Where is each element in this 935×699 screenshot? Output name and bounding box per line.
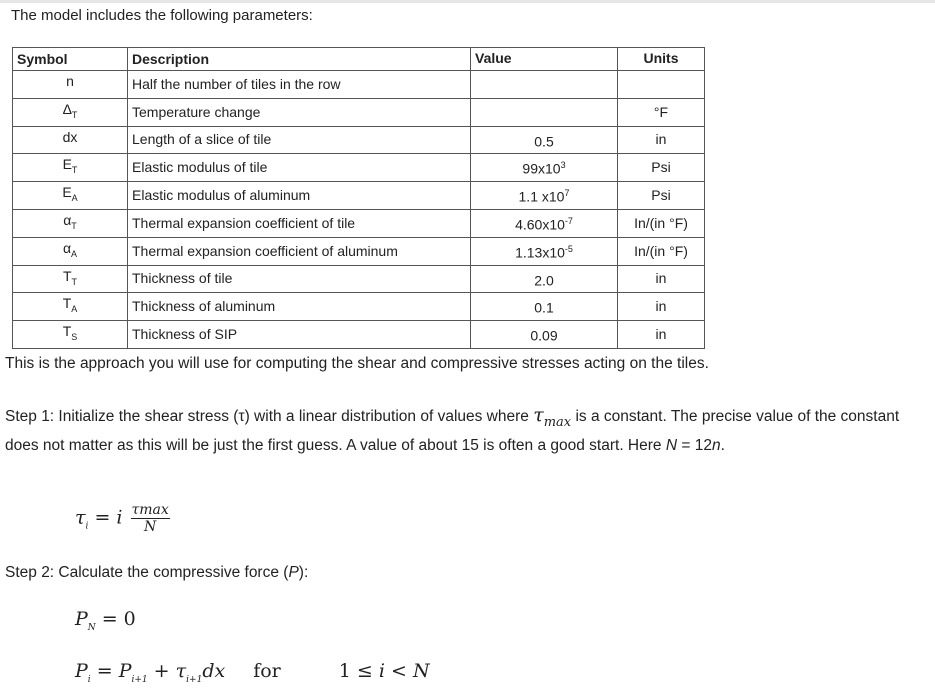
header-symbol: Symbol — [13, 48, 128, 71]
units-cell: in — [618, 293, 705, 321]
parameters-table — [12, 47, 705, 349]
description-cell: Temperature change — [128, 98, 471, 126]
units-cell: in — [618, 265, 705, 293]
value-cell: 0.1 — [471, 293, 618, 321]
units-cell: in — [618, 321, 705, 349]
fraction: $\frac{\tau\max}{N}$ — [131, 502, 169, 535]
table-row — [13, 182, 705, 210]
recurrence-equation: $P_i = P_{i+1} + \tau_{i+1}dx$ for 1 ≤ i < N — [75, 660, 430, 685]
symbol-cell: $T_T$ — [13, 265, 128, 293]
table-row — [13, 237, 705, 265]
value-cell: 1.1 $x10^7$ — [471, 182, 618, 210]
symbol-cell: n — [13, 71, 128, 99]
description-cell: Thickness of tile — [128, 265, 471, 293]
symbol-cell: $E_T$ — [13, 154, 128, 182]
units-cell: In/(in °F) — [618, 237, 705, 265]
value-cell: 0.09 — [471, 321, 618, 349]
table-row — [13, 154, 705, 182]
description-cell: Half the number of tiles in the row — [128, 71, 471, 99]
value-cell — [471, 71, 618, 99]
step2-paragraph: Step 2: Calculate the compressive force (P): — [5, 564, 309, 581]
units-cell — [618, 71, 705, 99]
table-row — [13, 265, 705, 293]
intro-text: The model includes the following parameters: — [11, 7, 313, 24]
value-cell: $1.13x10^{-5}$ — [471, 237, 618, 265]
boundary-equation: $P_N = 0$ — [75, 608, 136, 633]
value-cell: 2.0 — [471, 265, 618, 293]
description-cell: Thickness of SIP — [128, 321, 471, 349]
value-cell: $99x10^3$ — [471, 154, 618, 182]
table-header-row — [13, 48, 705, 71]
table-row — [13, 209, 705, 237]
units-cell: In/(in °F) — [618, 209, 705, 237]
units-cell: Psi — [618, 182, 705, 210]
value-cell — [471, 98, 618, 126]
units-cell: Psi — [618, 154, 705, 182]
header-units: Units — [618, 48, 705, 71]
header-value: Value — [471, 48, 618, 71]
description-cell: Thermal expansion coefficient of tile — [128, 209, 471, 237]
value-cell: 0.5 — [471, 126, 618, 154]
symbol-cell: dx — [13, 126, 128, 154]
table-row — [13, 293, 705, 321]
table-row — [13, 126, 705, 154]
symbol-cell: $\alpha_A$ — [13, 237, 128, 265]
description-cell: Elastic modulus of aluminum — [128, 182, 471, 210]
symbol-cell: $\Delta_T$ — [13, 98, 128, 126]
description-cell: Length of a slice of tile — [128, 126, 471, 154]
description-cell: Elastic modulus of tile — [128, 154, 471, 182]
table-row — [13, 98, 705, 126]
units-cell: in — [618, 126, 705, 154]
header-description: Description — [128, 48, 471, 71]
value-cell: $4.60x10^{-7}$ — [471, 209, 618, 237]
approach-paragraph: This is the approach you will use for computing the shear and compressive stresses acting on the tiles. — [5, 355, 709, 372]
symbol-cell: $E_A$ — [13, 182, 128, 210]
description-cell: Thickness of aluminum — [128, 293, 471, 321]
symbol-cell: $\alpha_T$ — [13, 209, 128, 237]
table-row — [13, 71, 705, 99]
shear-init-equation: $\tau_i = i$ $\frac{\tau\max}{N}$ — [75, 502, 169, 535]
symbol-cell: $T_S$ — [13, 321, 128, 349]
units-cell: °F — [618, 98, 705, 126]
description-cell: Thermal expansion coefficient of aluminum — [128, 237, 471, 265]
step1-paragraph: Step 1: Initialize the shear stress (τ) with a linear distribution of values where $\tau_{max}$ is a constant. The precise value of the constant does not matter as this will be just the first guess. A value of about 15 is often a good start. Here N = 12n. — [5, 404, 900, 454]
top-divider — [0, 0, 935, 3]
symbol-cell: $T_A$ — [13, 293, 128, 321]
table-row — [13, 321, 705, 349]
